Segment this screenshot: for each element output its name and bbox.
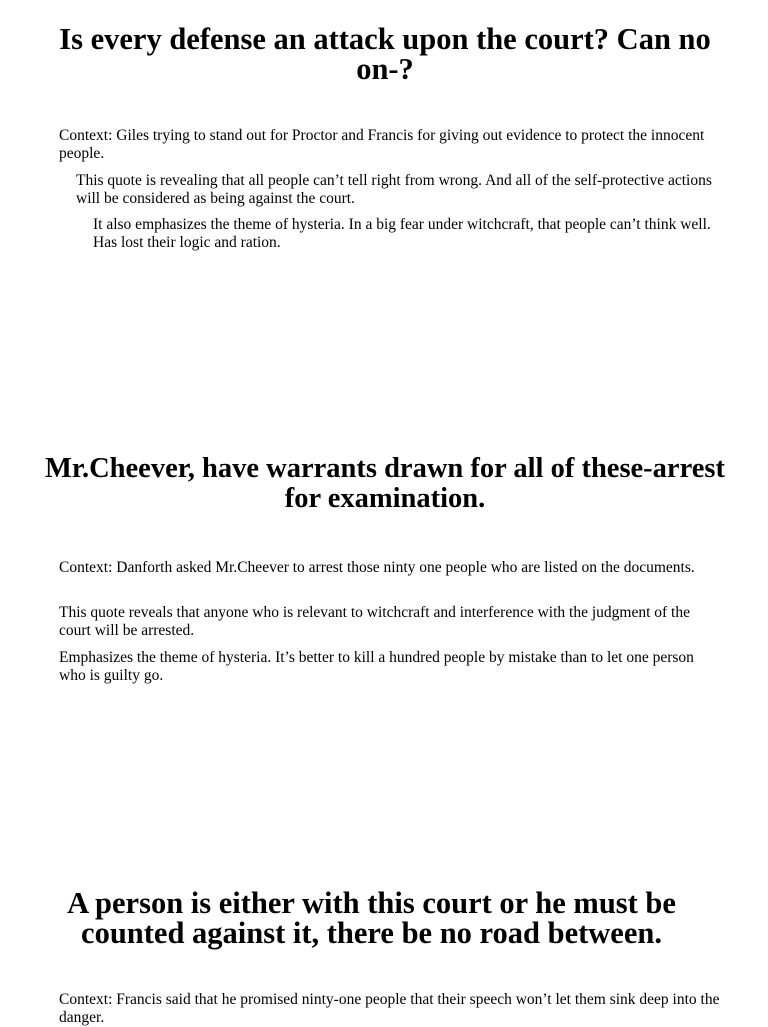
slide-1-title: Is every defense an attack upon the court? Can no on-? — [59, 22, 711, 86]
slide-2-title: Mr.Cheever, have warrants drawn for all of these-arrest for examination. — [45, 453, 725, 514]
slide-3-title: A person is either with this court or he must be counted against it, there be no road between. — [67, 886, 676, 950]
slide-2-theme-paragraph: Emphasizes the theme of hysteria. It’s better to kill a hundred people by mistake than to let one person who is guilty go. — [59, 649, 694, 684]
slide-1-context-paragraph: Context: Giles trying to stand out for Proctor and Francis for giving out evidence to protect the innocent people. — [59, 127, 705, 162]
slide-2-analysis-paragraph: This quote reveals that anyone who is relevant to witchcraft and interference with the judgment of the court will be arrested. — [59, 604, 690, 639]
slide-1-theme-paragraph: It also emphasizes the theme of hysteria. In a big fear under witchcraft, that people can’t think well. Has lost their logic and ration. — [93, 216, 711, 251]
slide-1-analysis-paragraph: This quote is revealing that all people can’t tell right from wrong. And all of the self-protective actions will be considered as being against the court. — [76, 172, 712, 207]
slide-3-context-paragraph: Context: Francis said that he promised ninty-one people that their speech won’t let them sink deep into the danger. — [59, 991, 720, 1026]
slide-2-context-paragraph: Context: Danforth asked Mr.Cheever to arrest those ninty one people who are listed on the documents. — [59, 559, 695, 576]
